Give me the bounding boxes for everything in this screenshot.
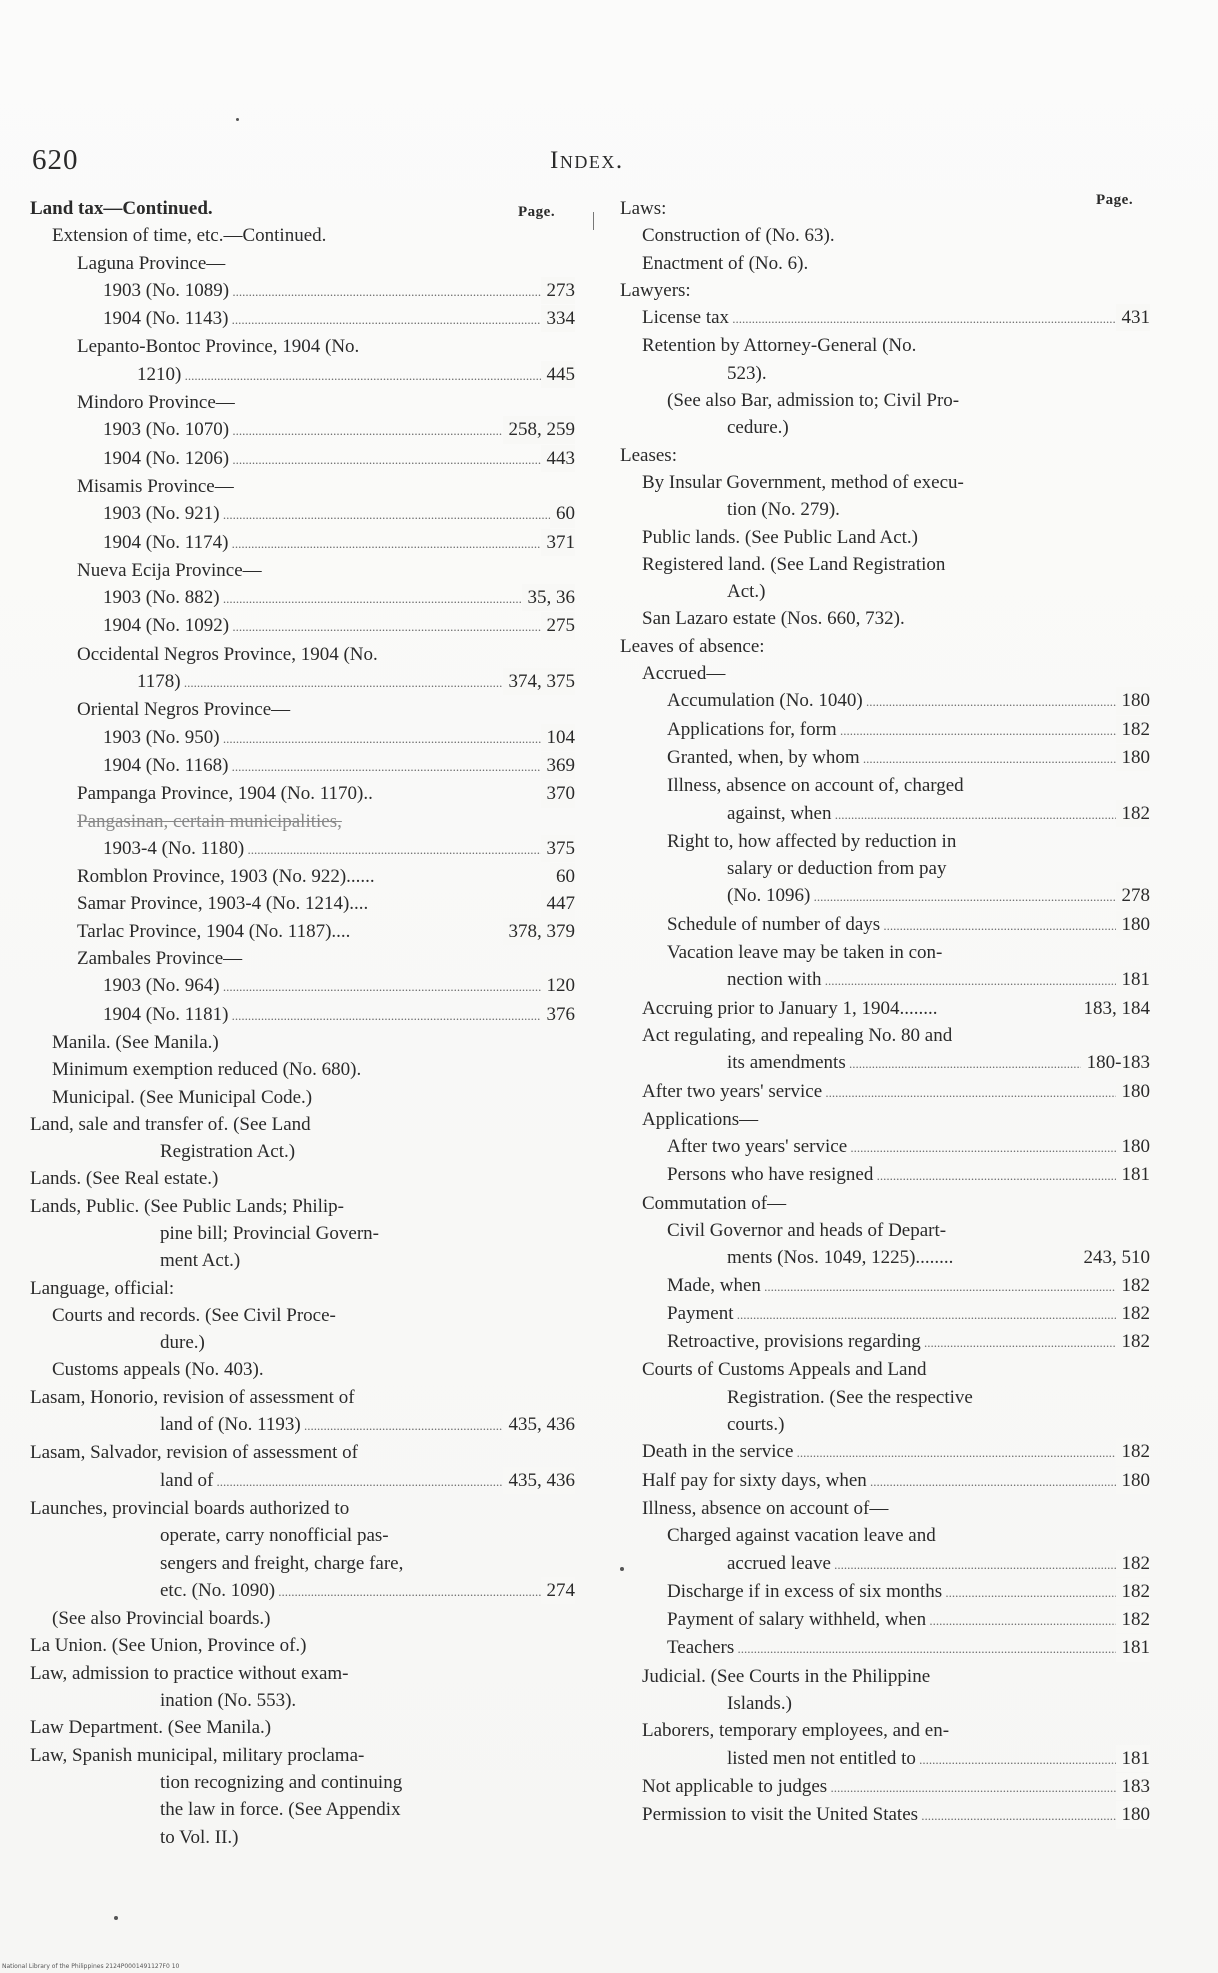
index-entry-text: 1903 (No. 882) ..... xyxy=(103,587,575,608)
index-entry-page: 182 xyxy=(1116,1550,1151,1577)
index-entry xyxy=(620,1438,1150,1466)
index-entry xyxy=(620,1106,1150,1133)
index-entry-page: 104 xyxy=(541,724,576,751)
index-entry-text: Misamis Province— xyxy=(77,475,234,497)
index-entry-page: 60 xyxy=(550,500,575,527)
index-entry-text: Granted, when, by whom ..... xyxy=(667,747,1150,768)
index-entry-text: ment Act.) xyxy=(160,1250,241,1272)
index-entry-text: Retroactive, provisions regarding ..... xyxy=(667,1331,1150,1352)
index-entry-text: Accumulation (No. 1040) ..... xyxy=(667,690,1150,711)
index-entry xyxy=(30,1769,575,1796)
index-entry-text: Language, official: xyxy=(30,1277,175,1299)
index-entry xyxy=(620,469,1150,496)
index-entry-text: Registration Act.) xyxy=(160,1141,296,1163)
index-entry xyxy=(30,1714,575,1741)
page-column-label-left: Page. xyxy=(518,204,556,220)
index-entry-text: Pangasinan, certain municipalities, xyxy=(77,810,342,832)
index-entry-text: dure.) xyxy=(160,1332,205,1354)
index-entry-page: 120 xyxy=(541,972,576,999)
index-entry xyxy=(30,724,575,752)
index-entry-page: 182 xyxy=(1116,716,1151,743)
index-entry-page: 180 xyxy=(1116,1078,1151,1105)
index-entry-text: Schedule of number of days ..... xyxy=(667,914,1150,935)
index-entry xyxy=(30,1605,575,1632)
paper-speck xyxy=(620,1567,624,1571)
index-entry xyxy=(620,387,1150,414)
index-entry xyxy=(620,1161,1150,1189)
index-entry-text: Launches, provincial boards authorized to xyxy=(30,1497,350,1519)
index-entry xyxy=(30,945,575,972)
index-entry-text: 1904 (No. 1181) ..... xyxy=(103,1004,575,1025)
index-entry xyxy=(30,1384,575,1411)
index-entry-text: 1904 (No. 1168) ..... xyxy=(103,755,575,776)
index-entry-text: License tax ..... xyxy=(642,307,1119,328)
index-entry-text: Payment ..... xyxy=(667,1303,1124,1324)
index-entry xyxy=(620,1328,1150,1356)
index-entry xyxy=(620,222,1150,249)
index-entry-page: 274 xyxy=(541,1577,576,1604)
index-entry xyxy=(620,939,1150,966)
index-entry xyxy=(620,1522,1150,1549)
index-entry xyxy=(620,911,1150,939)
index-entry-page: 180 xyxy=(1116,744,1151,771)
index-entry xyxy=(620,1773,1150,1801)
index-entry xyxy=(620,882,1150,910)
index-entry-text: Lasam, Salvador, revision of assessment of xyxy=(30,1442,358,1464)
index-entry-text: Persons who have resigned ..... xyxy=(667,1164,1150,1185)
index-entry xyxy=(620,304,1150,332)
index-entry-text: Islands.) xyxy=(727,1693,792,1715)
index-entry-text: Illness, absence on account of— xyxy=(642,1497,889,1519)
index-entry xyxy=(30,1632,575,1659)
index-entry xyxy=(620,1745,1150,1773)
index-entry-text: against, when ..... xyxy=(727,803,1150,824)
page-column-label-right: Page. xyxy=(1096,192,1134,208)
index-entry xyxy=(620,605,1150,632)
index-entry xyxy=(620,966,1150,994)
index-entry-text: Municipal. (See Municipal Code.) xyxy=(52,1086,313,1108)
index-entry xyxy=(620,578,1150,605)
index-entry-page: 376 xyxy=(541,1001,576,1028)
index-entry-text: accrued leave ..... xyxy=(727,1553,1150,1574)
index-entry xyxy=(620,995,1150,1022)
index-entry-page: 431 xyxy=(1116,304,1151,331)
index-entry-text: Teachers ..... xyxy=(667,1637,1124,1658)
index-entry-page: 243, 510 xyxy=(1078,1244,1151,1271)
index-entry xyxy=(30,835,575,863)
index-entry xyxy=(620,442,1150,469)
index-entry-text: Law, Spanish municipal, military proclama- xyxy=(30,1744,365,1766)
index-entry xyxy=(620,1133,1150,1161)
index-entry xyxy=(30,222,575,249)
index-entry-text: Vacation leave may be taken in con- xyxy=(667,942,943,964)
index-entry-page: 181 xyxy=(1116,966,1151,993)
index-entry-text: Lawyers: xyxy=(620,279,691,301)
index-entry xyxy=(30,277,575,305)
column-divider xyxy=(593,212,594,230)
index-entry xyxy=(620,828,1150,855)
index-entry xyxy=(30,1193,575,1220)
index-entry-page: 182 xyxy=(1116,1272,1151,1299)
index-entry xyxy=(30,473,575,500)
index-entry xyxy=(620,1049,1150,1077)
index-entry-text: nection with ..... xyxy=(727,969,1150,990)
index-entry-text: La Union. (See Union, Province of.) xyxy=(30,1635,307,1657)
index-entry-text: Samar Province, 1903-4 (No. 1214).... xyxy=(77,893,369,915)
index-entry xyxy=(30,445,575,473)
index-entry xyxy=(620,1217,1150,1244)
index-entry-text: salary or deduction from pay xyxy=(727,858,947,880)
index-entry-text: (No. 1096) ..... xyxy=(727,885,1150,906)
index-entry xyxy=(620,1578,1150,1606)
index-entry xyxy=(620,1272,1150,1300)
index-entry-page: 183, 184 xyxy=(1078,995,1151,1022)
index-entry xyxy=(30,1467,575,1495)
index-entry-text: Death in the service ..... xyxy=(642,1441,1150,1462)
index-entry-text: 1178) ..... xyxy=(137,671,571,692)
index-entry-text: Applications for, form ..... xyxy=(667,719,1150,740)
index-entry-page: 180 xyxy=(1116,1801,1151,1828)
index-entry-text: Illness, absence on account of, charged xyxy=(667,775,964,797)
index-entry xyxy=(30,1029,575,1056)
index-entry-text: Registered land. (See Land Registration xyxy=(642,553,946,575)
index-entry xyxy=(620,332,1150,359)
index-entry xyxy=(30,696,575,723)
index-entry xyxy=(620,716,1150,744)
index-entry-text: 1904 (No. 1206) ..... xyxy=(103,448,575,469)
index-entry xyxy=(620,855,1150,882)
index-entry xyxy=(30,890,575,917)
index-entry xyxy=(30,612,575,640)
index-entry xyxy=(620,195,1150,222)
index-entry-page: 435, 436 xyxy=(503,1411,576,1438)
index-entry-text: ination (No. 553). xyxy=(160,1690,297,1712)
index-entry xyxy=(620,687,1150,715)
index-entry-text: 1903-4 (No. 1180) ..... xyxy=(103,838,575,859)
index-entry-page: 182 xyxy=(1116,1606,1151,1633)
index-entry xyxy=(30,1138,575,1165)
index-entry xyxy=(30,416,575,444)
index-entry-text: Nueva Ecija Province— xyxy=(77,559,262,581)
index-entry-page: 182 xyxy=(1116,1300,1151,1327)
index-entry xyxy=(30,1165,575,1192)
index-entry-text: Payment of salary withheld, when ..... xyxy=(667,1609,1150,1630)
index-entry-text: Courts and records. (See Civil Proce- xyxy=(52,1304,336,1326)
index-entry-text: Act regulating, and repealing No. 80 and xyxy=(642,1024,953,1046)
index-entry-text: Lands. (See Real estate.) xyxy=(30,1168,219,1190)
index-entry-text: Registration. (See the respective xyxy=(727,1386,973,1408)
index-entry xyxy=(30,972,575,1000)
index-entry-text: Act.) xyxy=(727,581,766,603)
index-entry-text: Right to, how affected by reduction in xyxy=(667,830,957,852)
index-entry-text: Oriental Negros Province— xyxy=(77,699,291,721)
index-entry xyxy=(30,1439,575,1466)
index-entry-text: Lands, Public. (See Public Lands; Philip- xyxy=(30,1195,345,1217)
index-entry-page: 35, 36 xyxy=(522,584,576,611)
index-entry-text: Half pay for sixty days, when ..... xyxy=(642,1470,1150,1491)
index-entry xyxy=(620,1384,1150,1411)
paper-speck xyxy=(114,1916,118,1920)
index-entry-page: 183 xyxy=(1116,1773,1151,1800)
index-entry-text: land of (No. 1193) ..... xyxy=(160,1414,575,1435)
index-entry-text: Leaves of absence: xyxy=(620,635,765,657)
index-entry-text: (See also Bar, admission to; Civil Pro- xyxy=(667,390,960,412)
index-entry-text: San Lazaro estate (Nos. 660, 732). xyxy=(642,608,905,630)
index-entry xyxy=(30,1302,575,1329)
index-entry-text: Made, when ..... xyxy=(667,1275,1150,1296)
index-entry-text: the law in force. (See Appendix xyxy=(160,1799,401,1821)
index-entry-text: 1903 (No. 1070) ..... xyxy=(103,419,575,440)
index-entry-text: Lepanto-Bontoc Province, 1904 (No. xyxy=(77,336,360,358)
index-entry-text: Lasam, Honorio, revision of assessment of xyxy=(30,1386,355,1408)
index-entry-text: Laws: xyxy=(620,198,667,219)
index-entry-text: Customs appeals (No. 403). xyxy=(52,1359,264,1381)
index-entry xyxy=(620,744,1150,772)
index-entry-text: cedure.) xyxy=(727,417,789,439)
index-entry-text: After two years' service ..... xyxy=(642,1081,1150,1102)
index-entry xyxy=(620,633,1150,660)
index-entry-text: 1904 (No. 1174) ..... xyxy=(103,532,575,553)
index-entry xyxy=(620,277,1150,304)
index-entry xyxy=(30,1550,575,1577)
index-entry-page: 182 xyxy=(1116,1578,1151,1605)
index-entry xyxy=(30,1056,575,1083)
index-entry-text: land of ..... xyxy=(160,1470,575,1491)
index-entry-text: Not applicable to judges ..... xyxy=(642,1776,1150,1797)
index-entry xyxy=(620,660,1150,687)
index-entry xyxy=(30,361,575,389)
index-entry-text: Laborers, temporary employees, and en- xyxy=(642,1720,950,1742)
index-entry-text: Law Department. (See Manila.) xyxy=(30,1717,272,1739)
index-entry-text: Accrued— xyxy=(642,663,726,685)
index-entry-text: Retention by Attorney-General (No. xyxy=(642,335,917,357)
index-entry-text: listed men not entitled to ..... xyxy=(727,1748,1150,1769)
index-entry-text: operate, carry nonofficial pas- xyxy=(160,1525,389,1547)
index-entry-text: Laguna Province— xyxy=(77,252,226,274)
index-entry-text: 1903 (No. 950) ..... xyxy=(103,727,575,748)
index-entry-text: 1903 (No. 964) ..... xyxy=(103,975,575,996)
index-entry xyxy=(30,918,575,945)
index-entry xyxy=(30,1084,575,1111)
index-entry-page: 180 xyxy=(1116,911,1151,938)
index-entry xyxy=(30,1275,575,1302)
index-entry xyxy=(30,1796,575,1823)
index-entry-page: 180 xyxy=(1116,1467,1151,1494)
index-entry xyxy=(30,195,575,222)
index-entry-page: 180 xyxy=(1116,1133,1151,1160)
index-entry-page: 182 xyxy=(1116,1438,1151,1465)
index-entry-text: Leases: xyxy=(620,444,677,466)
index-entry-page: 60 xyxy=(550,863,575,890)
index-entry xyxy=(30,1329,575,1356)
index-entry xyxy=(30,1742,575,1769)
index-entry-text: Manila. (See Manila.) xyxy=(52,1031,219,1053)
index-entry xyxy=(620,1634,1150,1662)
source-note: National Library of the Philippines 2124P0001491127F0 10 xyxy=(2,1963,180,1970)
index-entry xyxy=(620,772,1150,799)
index-entry-text: After two years' service ..... xyxy=(667,1136,1150,1157)
index-entry-text: 1904 (No. 1143) ..... xyxy=(103,308,575,329)
index-entry-text: its amendments ..... xyxy=(727,1052,1150,1073)
index-entry-page: 275 xyxy=(541,612,576,639)
index-entry-page: 370 xyxy=(541,780,576,807)
index-entry-page: 181 xyxy=(1116,1634,1151,1661)
index-entry-page: 258, 259 xyxy=(503,416,576,443)
index-entry-text: Courts of Customs Appeals and Land xyxy=(642,1359,927,1381)
index-entry-text: sengers and freight, charge fare, xyxy=(160,1552,404,1574)
index-entry xyxy=(30,1522,575,1549)
index-entry-text: Occidental Negros Province, 1904 (No. xyxy=(77,643,378,665)
left-index-column xyxy=(30,195,575,1851)
index-entry xyxy=(30,1411,575,1439)
index-entry xyxy=(30,1356,575,1383)
index-entry xyxy=(30,1687,575,1714)
index-entry-page: 181 xyxy=(1116,1745,1151,1772)
index-entry-text: Tarlac Province, 1904 (No. 1187).... xyxy=(77,920,351,942)
index-entry xyxy=(30,1220,575,1247)
index-entry-text: Minimum exemption reduced (No. 680). xyxy=(52,1059,362,1081)
index-entry-text: 1904 (No. 1092) ..... xyxy=(103,615,575,636)
index-entry xyxy=(30,1001,575,1029)
index-entry xyxy=(30,1495,575,1522)
index-entry xyxy=(620,250,1150,277)
index-entry-text: to Vol. II.) xyxy=(160,1826,239,1848)
index-entry xyxy=(620,524,1150,551)
index-entry-page: 447 xyxy=(541,890,576,917)
index-entry-text: (See also Provincial boards.) xyxy=(52,1608,271,1630)
index-entry xyxy=(30,780,575,807)
index-entry-page: 378, 379 xyxy=(503,918,576,945)
index-entry-text: Accruing prior to January 1, 1904........ xyxy=(642,997,938,1019)
index-entry-text: Commutation of— xyxy=(642,1192,787,1214)
index-entry-text: Charged against vacation leave and xyxy=(667,1525,936,1547)
index-entry-text: Applications— xyxy=(642,1108,759,1130)
index-entry-page: 443 xyxy=(541,445,576,472)
index-entry xyxy=(30,529,575,557)
index-entry xyxy=(620,800,1150,828)
index-entry xyxy=(620,1801,1150,1829)
index-entry xyxy=(620,1190,1150,1217)
index-entry xyxy=(620,1022,1150,1049)
index-entry-page: 371 xyxy=(541,529,576,556)
index-entry xyxy=(30,668,575,696)
index-entry-text: Public lands. (See Public Land Act.) xyxy=(642,526,918,548)
index-entry xyxy=(30,808,575,835)
index-entry xyxy=(30,250,575,277)
index-entry-text: 1903 (No. 921) ..... xyxy=(103,503,575,524)
index-entry xyxy=(30,1660,575,1687)
index-entry-text: Mindoro Province— xyxy=(77,392,235,414)
index-entry-page: 182 xyxy=(1116,800,1151,827)
index-entry-text: ments (Nos. 1049, 1225)........ xyxy=(727,1247,954,1269)
index-entry-text: Law, admission to practice without exam- xyxy=(30,1662,349,1684)
index-entry xyxy=(620,360,1150,387)
right-index-column xyxy=(620,195,1150,1830)
index-entry xyxy=(30,1824,575,1851)
index-entry xyxy=(620,1300,1150,1328)
index-entry xyxy=(30,641,575,668)
index-entry xyxy=(620,1411,1150,1438)
index-entry-page: 180 xyxy=(1116,687,1151,714)
running-head: Index. xyxy=(550,147,624,174)
index-entry-text: 523). xyxy=(727,362,767,384)
paper-speck xyxy=(236,118,239,121)
index-entry xyxy=(620,1690,1150,1717)
index-entry xyxy=(620,1606,1150,1634)
index-entry xyxy=(620,1467,1150,1495)
index-entry xyxy=(30,1577,575,1605)
index-entry-text: Land, sale and transfer of. (See Land xyxy=(30,1113,311,1135)
index-entry-page: 334 xyxy=(541,305,576,332)
index-entry xyxy=(30,389,575,416)
index-entry-page: 182 xyxy=(1116,1328,1151,1355)
index-entry xyxy=(30,500,575,528)
index-entry-page: 273 xyxy=(541,277,576,304)
index-entry-text: Extension of time, etc.—Continued. xyxy=(52,225,327,247)
index-entry xyxy=(620,496,1150,523)
index-entry xyxy=(620,1663,1150,1690)
index-entry-text: Construction of (No. 63). xyxy=(642,225,835,247)
index-entry xyxy=(620,1244,1150,1271)
index-entry xyxy=(620,414,1150,441)
index-entry-text: etc. (No. 1090) ..... xyxy=(160,1580,575,1601)
index-entry-text: 1903 (No. 1089) ..... xyxy=(103,280,575,301)
index-entry-text: Enactment of (No. 6). xyxy=(642,252,809,274)
index-entry-text: tion (No. 279). xyxy=(727,499,840,521)
index-entry-page: 181 xyxy=(1116,1161,1151,1188)
index-entry-page: 375 xyxy=(541,835,576,862)
index-entry-text: tion recognizing and continuing xyxy=(160,1771,403,1793)
index-entry xyxy=(30,752,575,780)
index-entry-page: 435, 436 xyxy=(503,1467,576,1494)
index-entry xyxy=(620,551,1150,578)
index-entry-page: 369 xyxy=(541,752,576,779)
index-entry xyxy=(30,863,575,890)
index-entry-text: 1210) ..... xyxy=(137,364,571,385)
index-entry xyxy=(30,305,575,333)
index-entry xyxy=(620,1717,1150,1744)
index-entry-text: pine bill; Provincial Govern- xyxy=(160,1222,379,1244)
index-entry-page: 445 xyxy=(541,361,576,388)
index-entry-text: Land tax—Continued. xyxy=(30,198,213,219)
index-entry xyxy=(30,557,575,584)
index-entry xyxy=(620,1078,1150,1106)
index-entry xyxy=(30,1111,575,1138)
index-entry-text: Permission to visit the United States ..... xyxy=(642,1804,1150,1825)
index-entry-text: Romblon Province, 1903 (No. 922)...... xyxy=(77,866,375,888)
index-entry-page: 374, 375 xyxy=(503,668,576,695)
index-entry xyxy=(30,1247,575,1274)
index-entry-text: Judicial. (See Courts in the Philippine xyxy=(642,1665,931,1687)
index-entry-text: courts.) xyxy=(727,1414,785,1436)
index-entry-text: Civil Governor and heads of Depart- xyxy=(667,1219,947,1241)
page-number: 620 xyxy=(32,144,79,176)
index-entry-page: 180-183 xyxy=(1081,1049,1150,1076)
index-entry xyxy=(620,1550,1150,1578)
index-entry-text: Discharge if in excess of six months ..... xyxy=(667,1581,1150,1602)
index-entry xyxy=(30,333,575,360)
index-entry-text: By Insular Government, method of execu- xyxy=(642,471,964,493)
index-entry-page: 278 xyxy=(1116,882,1151,909)
index-entry xyxy=(620,1356,1150,1383)
index-entry xyxy=(620,1495,1150,1522)
index-entry xyxy=(30,584,575,612)
index-entry-text: Zambales Province— xyxy=(77,948,243,970)
index-entry-text: Pampanga Province, 1904 (No. 1170).. xyxy=(77,783,373,805)
